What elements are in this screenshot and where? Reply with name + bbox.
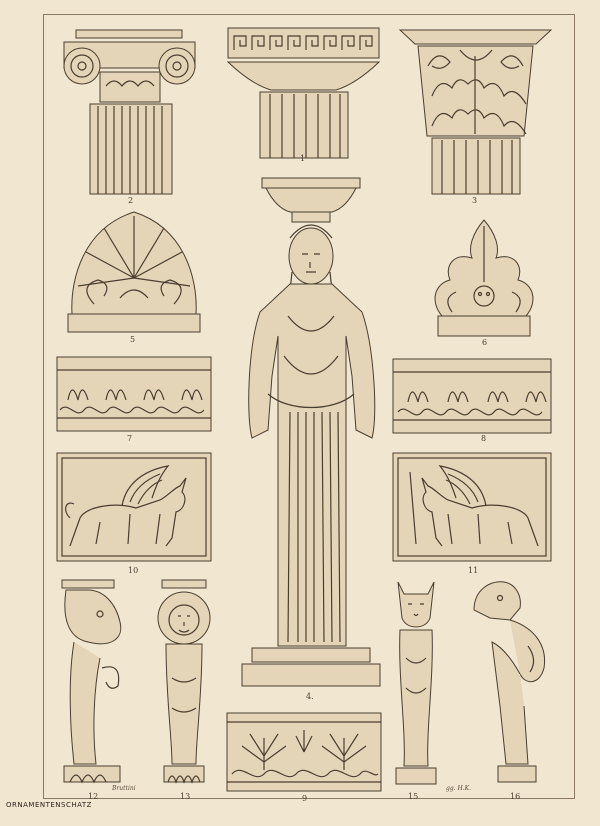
figure-number-3: 3 (472, 196, 478, 205)
panther-leg-front-figure (392, 578, 440, 790)
ionic-capital-figure (62, 28, 197, 196)
griffin-relief-right-figure (392, 452, 552, 562)
lion-leg-front-figure (156, 578, 212, 788)
figure-number-8: 8 (481, 434, 487, 443)
palmette-frieze-right-figure (392, 358, 552, 434)
figure-number-11: 11 (468, 566, 479, 575)
figure-number-1: 1 (300, 154, 306, 163)
figure-number-4: 4. (306, 692, 314, 701)
palmette-frieze-left-figure (56, 356, 212, 432)
lion-leg-profile-figure (58, 578, 128, 790)
anthemion-stele-figure (424, 218, 544, 338)
engraver-signature-right: gg. H.K. (446, 785, 472, 792)
griffin-relief-left-figure (56, 452, 212, 562)
corinthian-capital-figure (398, 26, 553, 196)
figure-number-9: 9 (302, 794, 308, 803)
figure-number-5: 5 (130, 335, 136, 344)
doric-capital-figure (226, 26, 381, 160)
figure-number-10: 10 (128, 566, 139, 575)
figure-number-6: 6 (482, 338, 488, 347)
figure-number-13: 13 (180, 792, 191, 801)
figure-number-12: 12 (88, 792, 99, 801)
figure-number-15: 15 (408, 792, 419, 801)
figure-number-16: 16 (510, 792, 521, 801)
palmette-frieze-bottom-figure (226, 712, 382, 792)
figure-number-2: 2 (128, 196, 134, 205)
panther-leg-profile-figure (470, 576, 552, 790)
engraver-signature-left: Bruttini (112, 785, 136, 792)
figure-number-7: 7 (127, 434, 133, 443)
caryatid-figure (238, 176, 384, 690)
palmette-acroterion-figure (64, 208, 204, 334)
footer-label: ORNAMENTENSCHATZ (6, 801, 92, 809)
